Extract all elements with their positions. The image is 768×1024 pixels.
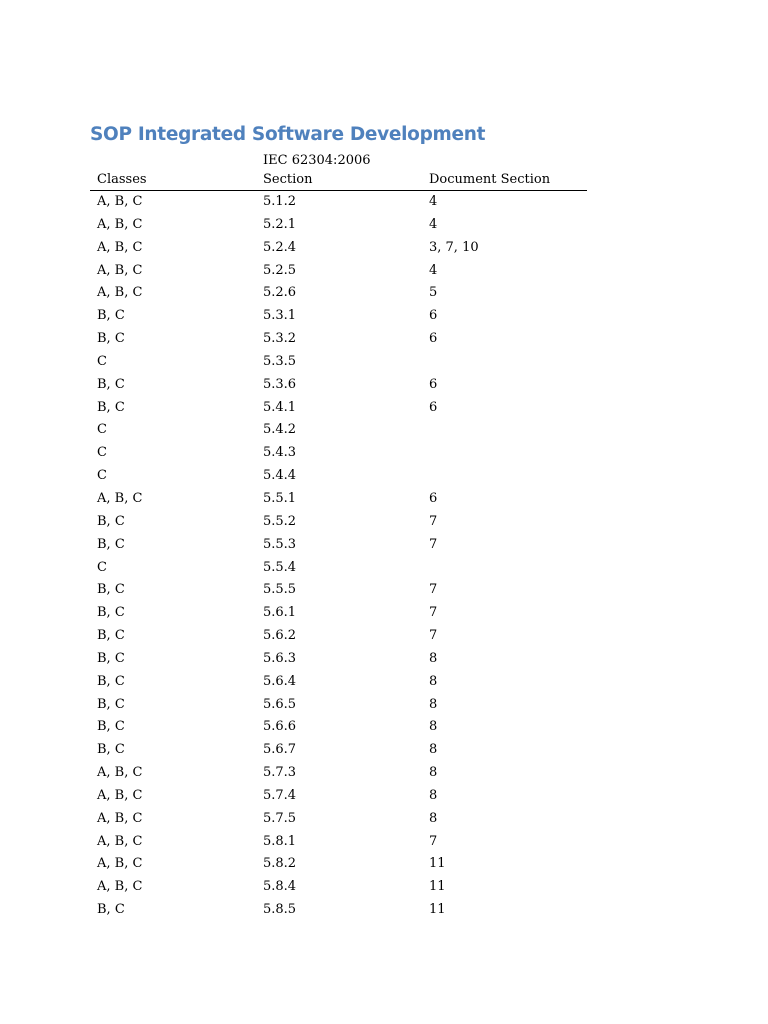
document-title: SOP Integrated Software Development xyxy=(90,124,486,145)
cell-iec-section: 5.4.1 xyxy=(263,399,297,415)
cell-classes: A, B, C xyxy=(97,194,143,209)
table-row xyxy=(90,351,587,374)
cell-document-section: 8 xyxy=(429,673,438,689)
cell-classes: A, B, C xyxy=(97,216,143,232)
cell-document-section: 7 xyxy=(429,628,438,644)
cell-document-section: 8 xyxy=(429,810,438,826)
cell-document-section: 8 xyxy=(429,787,438,803)
cell-iec-section: 5.8.1 xyxy=(263,833,297,849)
cell-classes: C xyxy=(97,422,107,438)
table-row xyxy=(90,876,587,899)
cell-classes: B, C xyxy=(97,582,125,598)
table-row xyxy=(90,488,587,511)
table-row xyxy=(90,328,587,351)
header-iec-line1: IEC 62304:2006 xyxy=(263,153,371,168)
cell-iec-section: 5.4.2 xyxy=(263,422,297,438)
table-row xyxy=(90,808,587,831)
cell-iec-section: 5.2.1 xyxy=(263,216,297,232)
cell-classes: A, B, C xyxy=(97,787,143,803)
cell-document-section: 6 xyxy=(429,331,438,347)
cell-iec-section: 5.4.3 xyxy=(263,445,297,461)
table-row xyxy=(90,785,587,808)
cell-iec-section: 5.6.1 xyxy=(263,605,297,621)
cell-document-section: 3, 7, 10 xyxy=(429,239,479,255)
table-row xyxy=(90,899,587,922)
cell-iec-section: 5.4.4 xyxy=(263,468,297,484)
cell-classes: C xyxy=(97,353,107,369)
header-classes: Classes xyxy=(97,172,147,187)
cell-classes: B, C xyxy=(97,513,125,529)
cell-iec-section: 5.2.6 xyxy=(263,285,297,301)
cell-classes: C xyxy=(97,445,107,461)
cell-document-section: 8 xyxy=(429,719,438,735)
cell-classes: A, B, C xyxy=(97,833,143,849)
cell-document-section: 4 xyxy=(429,262,438,278)
cell-document-section: 7 xyxy=(429,582,438,598)
table-row xyxy=(90,305,587,328)
cell-iec-section: 5.6.7 xyxy=(263,742,297,758)
cell-iec-section: 5.6.4 xyxy=(263,673,297,689)
cell-iec-section: 5.8.4 xyxy=(263,879,297,895)
cell-classes: B, C xyxy=(97,605,125,621)
table-row xyxy=(90,214,587,237)
cell-iec-section: 5.3.2 xyxy=(263,331,297,347)
cell-classes: B, C xyxy=(97,536,125,552)
cell-classes: B, C xyxy=(97,308,125,324)
table-row xyxy=(90,397,587,420)
cell-document-section: 5 xyxy=(429,285,438,301)
cell-classes: A, B, C xyxy=(97,856,143,872)
table-row xyxy=(90,853,587,876)
table-row xyxy=(90,762,587,785)
cell-classes: A, B, C xyxy=(97,765,143,781)
cell-iec-section: 5.3.5 xyxy=(263,353,297,369)
cell-classes: B, C xyxy=(97,719,125,735)
header-iec-line2: Section xyxy=(263,172,313,187)
cell-iec-section: 5.5.5 xyxy=(263,582,297,598)
cell-document-section: 6 xyxy=(429,399,438,415)
cell-classes: B, C xyxy=(97,399,125,415)
table-row xyxy=(90,534,587,557)
cell-iec-section: 5.6.5 xyxy=(263,696,297,712)
cell-document-section: 4 xyxy=(429,216,438,232)
table-row xyxy=(90,557,587,580)
table-row xyxy=(90,694,587,717)
cell-classes: B, C xyxy=(97,376,125,392)
table-row xyxy=(90,260,587,283)
cell-document-section: 7 xyxy=(429,536,438,552)
cell-document-section: 8 xyxy=(429,696,438,712)
cell-iec-section: 5.5.1 xyxy=(263,490,297,506)
header-document-section: Document Section xyxy=(429,172,551,187)
table-row xyxy=(90,602,587,625)
cell-classes: B, C xyxy=(97,673,125,689)
cell-classes: B, C xyxy=(97,331,125,347)
table-row xyxy=(90,374,587,397)
cell-iec-section: 5.6.2 xyxy=(263,628,297,644)
table-row xyxy=(90,237,587,260)
cell-classes: B, C xyxy=(97,902,125,918)
cell-document-section: 8 xyxy=(429,765,438,781)
cell-iec-section: 5.2.5 xyxy=(263,262,297,278)
cell-document-section: 7 xyxy=(429,605,438,621)
table-row xyxy=(90,739,587,762)
cell-document-section: 11 xyxy=(429,902,446,918)
table-row xyxy=(90,282,587,305)
cell-classes: B, C xyxy=(97,696,125,712)
cell-iec-section: 5.1.2 xyxy=(263,194,297,209)
cell-iec-section: 5.2.4 xyxy=(263,239,297,255)
cell-classes: A, B, C xyxy=(97,490,143,506)
cell-classes: A, B, C xyxy=(97,810,143,826)
table-row xyxy=(90,442,587,465)
cell-iec-section: 5.7.4 xyxy=(263,787,297,803)
table-row xyxy=(90,716,587,739)
cell-iec-section: 5.8.5 xyxy=(263,902,297,918)
cell-iec-section: 5.5.2 xyxy=(263,513,297,529)
cell-iec-section: 5.7.3 xyxy=(263,765,297,781)
cell-iec-section: 5.3.1 xyxy=(263,308,297,324)
cell-document-section: 11 xyxy=(429,879,446,895)
cell-classes: C xyxy=(97,468,107,484)
cell-classes: C xyxy=(97,559,107,575)
cell-iec-section: 5.8.2 xyxy=(263,856,297,872)
cell-document-section: 7 xyxy=(429,513,438,529)
cell-classes: B, C xyxy=(97,628,125,644)
table-row xyxy=(90,511,587,534)
table-row xyxy=(90,465,587,488)
cell-classes: B, C xyxy=(97,742,125,758)
cell-iec-section: 5.6.6 xyxy=(263,719,297,735)
cell-document-section: 6 xyxy=(429,490,438,506)
cell-classes: A, B, C xyxy=(97,879,143,895)
cell-document-section: 7 xyxy=(429,833,438,849)
table-row xyxy=(90,579,587,602)
cell-iec-section: 5.3.6 xyxy=(263,376,297,392)
cell-iec-section: 5.5.4 xyxy=(263,559,297,575)
table-row xyxy=(90,625,587,648)
cell-document-section: 11 xyxy=(429,856,446,872)
cell-document-section: 6 xyxy=(429,308,438,324)
table-header xyxy=(90,150,587,191)
cell-iec-section: 5.7.5 xyxy=(263,810,297,826)
cell-document-section: 4 xyxy=(429,194,438,209)
cell-iec-section: 5.5.3 xyxy=(263,536,297,552)
cell-document-section: 6 xyxy=(429,376,438,392)
cell-document-section: 8 xyxy=(429,650,438,666)
table-row xyxy=(90,191,587,214)
table-body xyxy=(90,191,587,922)
cell-classes: A, B, C xyxy=(97,285,143,301)
table-row xyxy=(90,671,587,694)
table-row xyxy=(90,419,587,442)
table-row xyxy=(90,648,587,671)
cell-classes: A, B, C xyxy=(97,239,143,255)
cell-iec-section: 5.6.3 xyxy=(263,650,297,666)
header-iec-section xyxy=(263,151,371,189)
cell-classes: A, B, C xyxy=(97,262,143,278)
cell-classes: B, C xyxy=(97,650,125,666)
cell-document-section: 8 xyxy=(429,742,438,758)
table-row xyxy=(90,831,587,854)
